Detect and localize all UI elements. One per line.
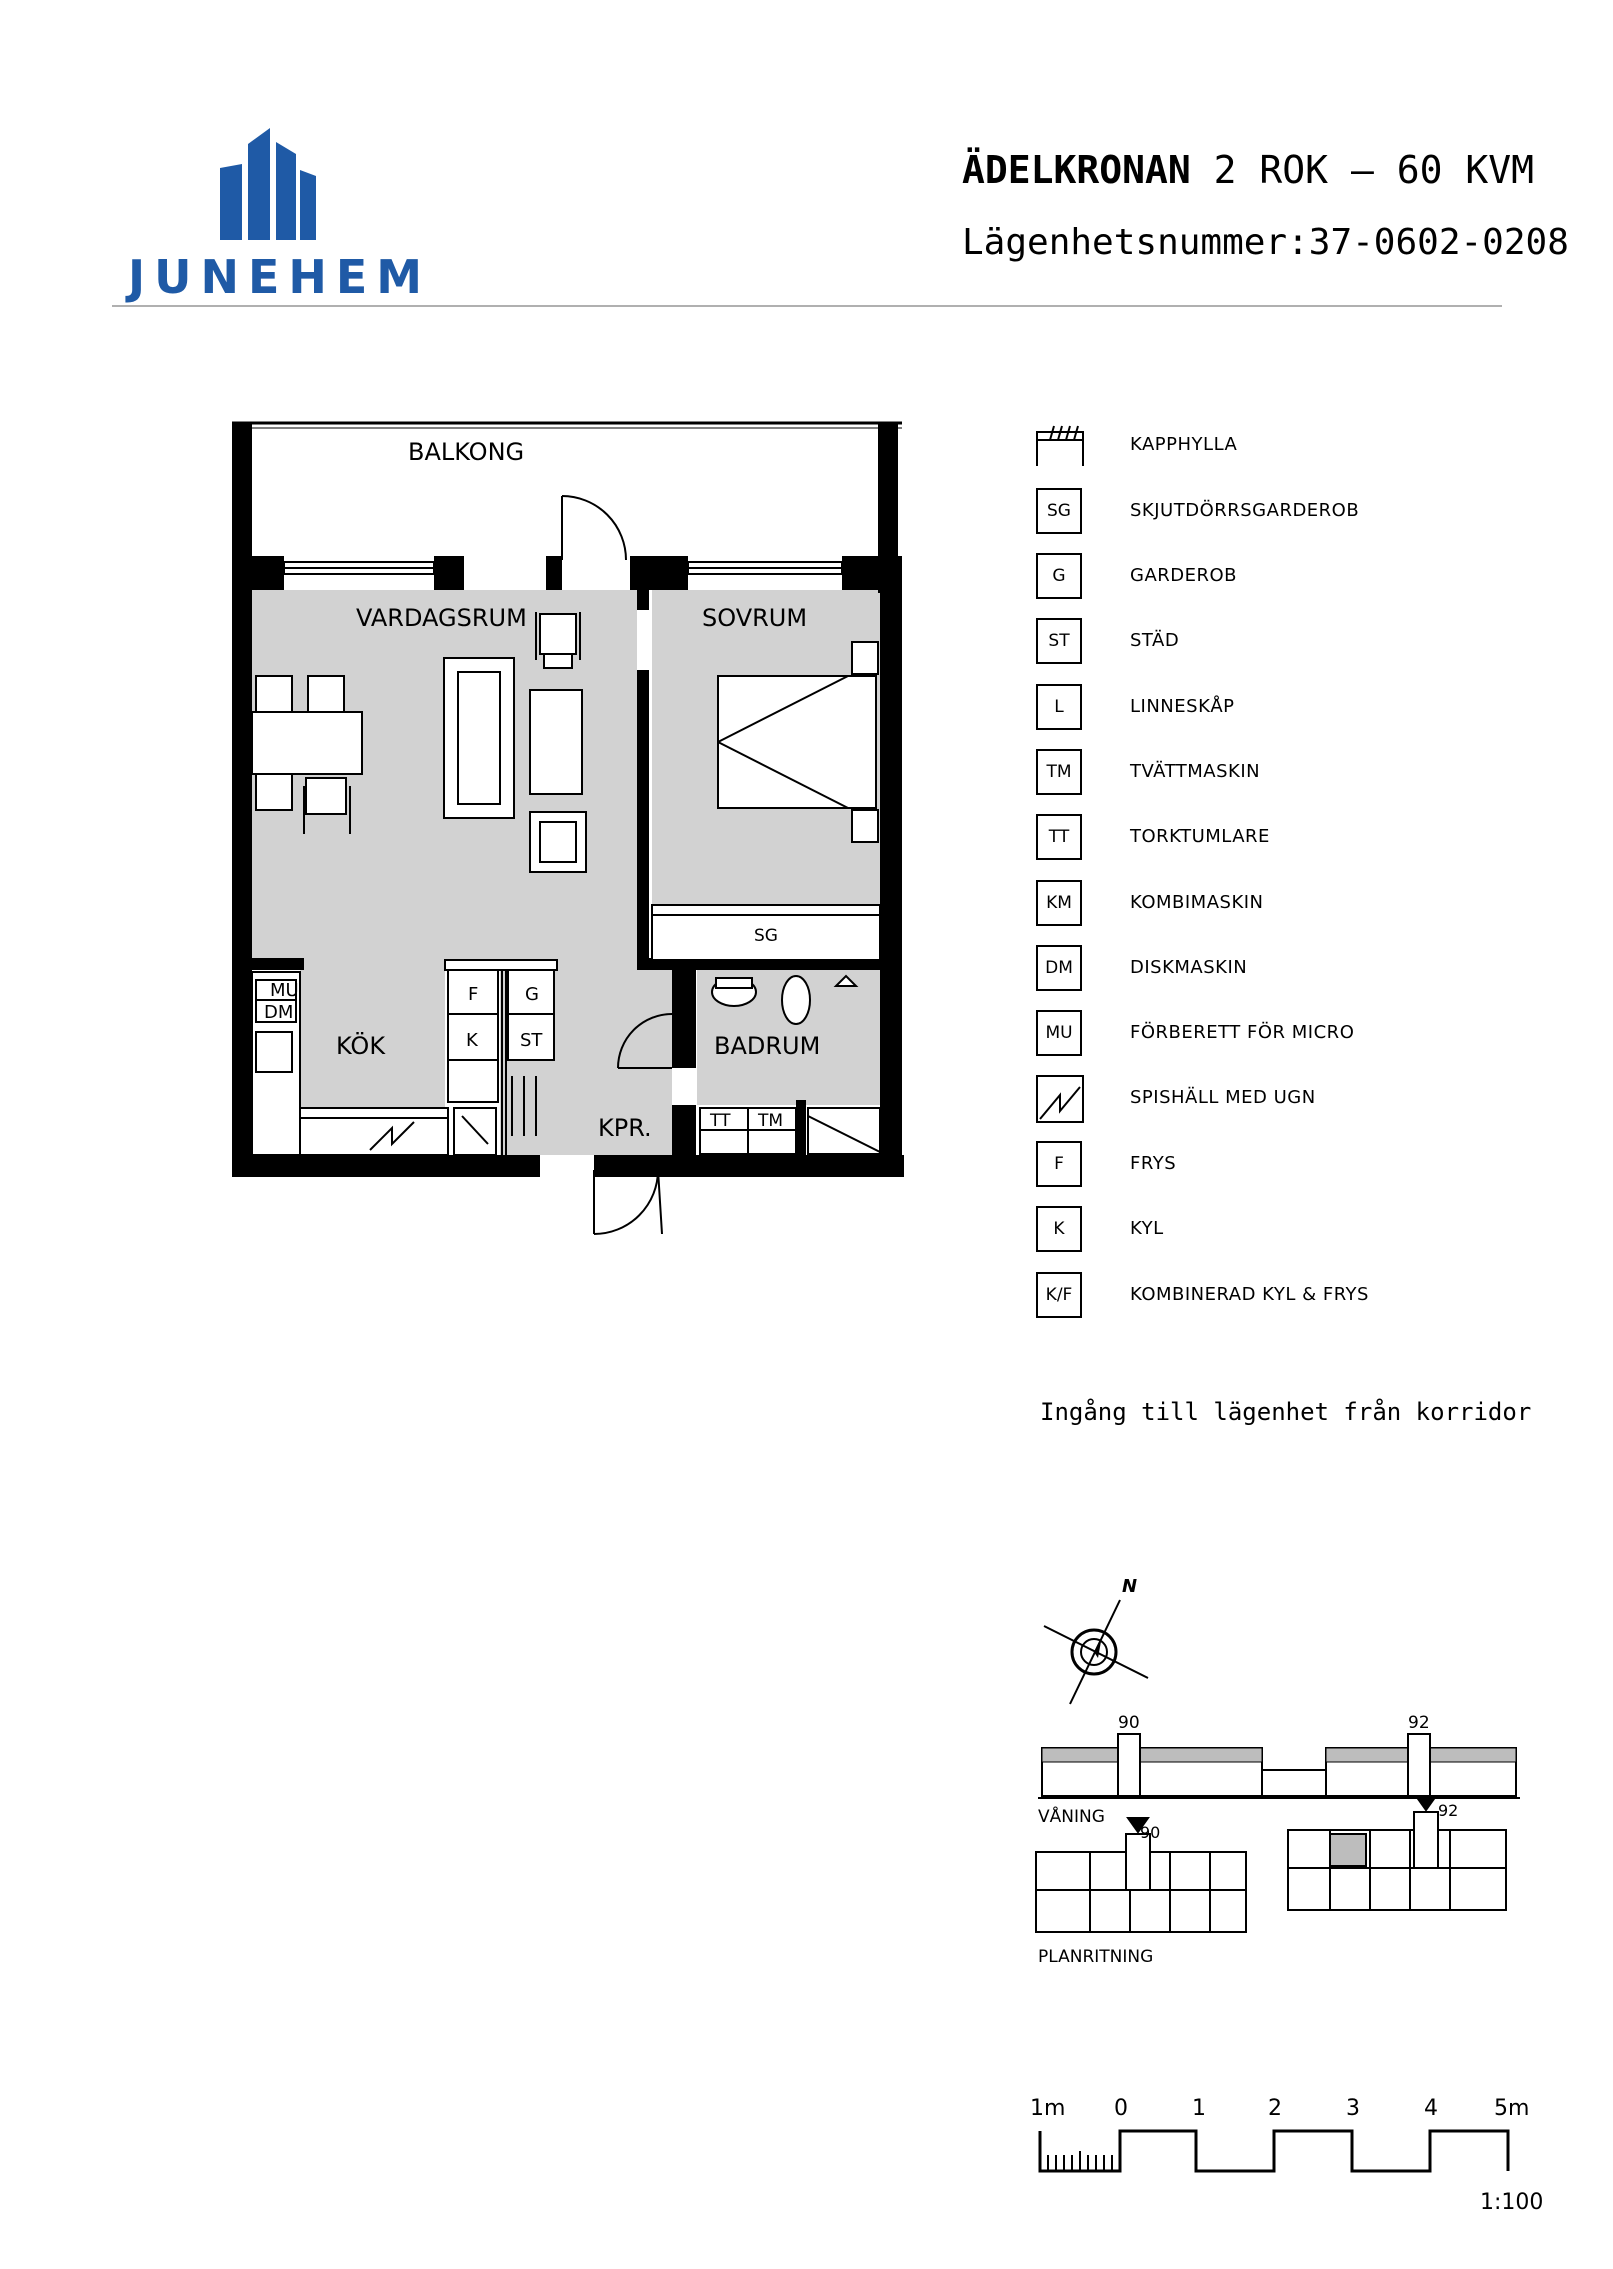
scale-label: 1 xyxy=(1192,2096,1206,2121)
marker-b-label: 92 xyxy=(1408,1713,1430,1733)
balcony-door xyxy=(562,496,626,560)
stove-icon xyxy=(1036,1075,1084,1123)
floor-plan xyxy=(0,0,960,1300)
windows xyxy=(284,562,842,574)
hanger-rail-icon xyxy=(1036,422,1084,468)
room-living: VARDAGSRUM xyxy=(356,604,527,632)
marker-a-label: 90 xyxy=(1118,1713,1140,1733)
mu-code: MU xyxy=(270,980,299,1001)
legend-code: G xyxy=(1036,553,1082,599)
page-title xyxy=(962,148,1534,192)
apartment-summary: 2 ROK – 60 KVM xyxy=(1213,148,1534,192)
compass-icon xyxy=(1040,1570,1180,1720)
legend-code: TT xyxy=(1036,814,1082,860)
scale-label: 5m xyxy=(1494,2096,1530,2121)
brand-name: JUNEHEM xyxy=(128,250,432,304)
room-balcony: BALKONG xyxy=(408,438,525,466)
legend-label: STÄD xyxy=(1130,630,1180,651)
legend-label: KYL xyxy=(1130,1218,1164,1239)
bedroom-wardrobe xyxy=(652,905,880,960)
legend-code: SG xyxy=(1036,488,1082,534)
g-code: G xyxy=(525,984,539,1005)
entry-note: Ingång till lägenhet från korridor xyxy=(1040,1398,1532,1426)
legend-code: L xyxy=(1036,684,1082,730)
plan-marker-b: 92 xyxy=(1438,1801,1459,1820)
legend-label: KAPPHYLLA xyxy=(1130,434,1238,455)
f-code: F xyxy=(468,984,479,1005)
legend-label: TVÄTTMASKIN xyxy=(1130,761,1261,782)
st-code: ST xyxy=(520,1030,543,1051)
dm-code: DM xyxy=(264,1002,294,1023)
legend-label: DISKMASKIN xyxy=(1130,957,1248,978)
legend-label: SKJUTDÖRRSGARDEROB xyxy=(1130,500,1360,521)
key-plan xyxy=(1030,1700,1530,1970)
legend-code: KM xyxy=(1036,880,1082,926)
entrance-door xyxy=(594,1170,662,1234)
scale-label: 2 xyxy=(1268,2096,1282,2121)
room-hall: KPR. xyxy=(598,1114,652,1142)
legend-label: KOMBIMASKIN xyxy=(1130,892,1264,913)
legend-code: K xyxy=(1036,1206,1082,1252)
scale-label: 1m xyxy=(1030,2096,1066,2121)
legend-code: MU xyxy=(1036,1010,1082,1056)
scale-label: 3 xyxy=(1346,2096,1360,2121)
apartment-number: Lägenhetsnummer:37-0602-0208 xyxy=(962,222,1569,263)
room-bathroom: BADRUM xyxy=(714,1032,821,1060)
scale-label: 4 xyxy=(1424,2096,1438,2121)
legend-label: KOMBINERAD KYL & FRYS xyxy=(1130,1284,1369,1305)
legend-code: DM xyxy=(1036,945,1082,991)
property-name: ÄDELKRONAN xyxy=(962,148,1191,192)
legend-code: F xyxy=(1036,1141,1082,1187)
sg-code: SG xyxy=(754,926,778,946)
legend-label: FÖRBERETT FÖR MICRO xyxy=(1130,1022,1355,1043)
scale-bar xyxy=(1030,2085,1550,2235)
scale-label: 0 xyxy=(1114,2096,1128,2121)
scale-ratio: 1:100 xyxy=(1480,2190,1544,2215)
k-code: K xyxy=(466,1030,478,1051)
legend-code: ST xyxy=(1036,618,1082,664)
tt-code: TT xyxy=(710,1111,731,1131)
legend-code: TM xyxy=(1036,749,1082,795)
plan-marker-a: 90 xyxy=(1140,1823,1161,1842)
legend-label: FRYS xyxy=(1130,1153,1177,1174)
legend-label: LINNESKÅP xyxy=(1130,696,1235,717)
tm-code: TM xyxy=(758,1111,784,1131)
plan-label: PLANRITNING xyxy=(1038,1947,1154,1967)
room-bedroom: SOVRUM xyxy=(702,604,808,632)
room-kitchen: KÖK xyxy=(336,1032,386,1060)
legend-label: TORKTUMLARE xyxy=(1130,826,1270,847)
plan-view xyxy=(1036,1796,1506,1932)
section-label: VÅNING xyxy=(1038,1807,1105,1827)
legend-code: K/F xyxy=(1036,1272,1082,1318)
legend-label: GARDEROB xyxy=(1130,565,1238,586)
legend-label: SPISHÄLL MED UGN xyxy=(1130,1087,1316,1108)
compass-north: N xyxy=(1122,1576,1138,1597)
